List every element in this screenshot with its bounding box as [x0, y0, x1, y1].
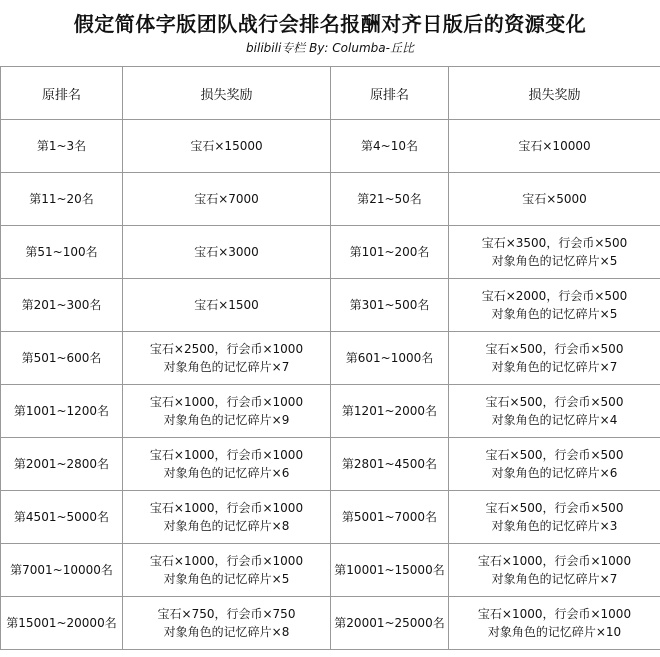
- loss-line: 对象角色的记忆碎片×8: [163, 519, 290, 533]
- loss-cell: [449, 120, 660, 173]
- loss-cell: [123, 385, 331, 438]
- loss-line: 宝石×10000: [518, 139, 591, 153]
- loss-cell: [449, 438, 660, 491]
- loss-line: 宝石×3500，行会币×500: [481, 236, 628, 250]
- loss-cell: [449, 385, 660, 438]
- loss-line: 宝石×15000: [190, 139, 263, 153]
- column-header-rank-a: 原排名: [1, 67, 123, 120]
- page-title: 假定简体字版团队战行会排名报酬对齐日版后的资源变化: [73, 12, 587, 36]
- table-row: [1, 597, 660, 650]
- rank-cell: 第20001~25000名: [331, 597, 449, 650]
- loss-line: 对象角色的记忆碎片×6: [163, 466, 290, 480]
- loss-line: 宝石×750，行会币×750: [157, 607, 296, 621]
- loss-cell: [449, 226, 660, 279]
- loss-line: 宝石×500，行会币×500: [485, 501, 624, 515]
- loss-cell: [123, 438, 331, 491]
- loss-line: 宝石×1000，行会币×1000: [149, 448, 304, 462]
- loss-line: 对象角色的记忆碎片×7: [491, 360, 618, 374]
- rank-cell: 第11~20名: [1, 173, 123, 226]
- loss-line: 宝石×1000，行会币×1000: [477, 607, 632, 621]
- page-subtitle: bilibili专栏 By: Columba-丘比: [246, 41, 414, 55]
- loss-cell: [449, 544, 660, 597]
- rank-cell: 第51~100名: [1, 226, 123, 279]
- reward-table: [0, 66, 660, 650]
- rank-cell: 第4~10名: [331, 120, 449, 173]
- loss-line: 宝石×500，行会币×500: [485, 342, 624, 356]
- table-header-row: [1, 67, 660, 120]
- loss-line: 对象角色的记忆碎片×9: [163, 413, 290, 427]
- rank-cell: 第201~300名: [1, 279, 123, 332]
- loss-cell: [449, 279, 660, 332]
- loss-cell: [123, 226, 331, 279]
- table-row: [1, 332, 660, 385]
- loss-cell: [123, 173, 331, 226]
- loss-line: 对象角色的记忆碎片×5: [491, 254, 618, 268]
- loss-line: 对象角色的记忆碎片×6: [491, 466, 618, 480]
- rank-cell: 第15001~20000名: [1, 597, 123, 650]
- table-row: [1, 544, 660, 597]
- rank-cell: 第4501~5000名: [1, 491, 123, 544]
- loss-cell: [123, 279, 331, 332]
- loss-line: 宝石×1000，行会币×1000: [149, 501, 304, 515]
- table-row: [1, 438, 660, 491]
- loss-line: 宝石×7000: [194, 192, 259, 206]
- loss-line: 宝石×500，行会币×500: [485, 395, 624, 409]
- loss-line: 宝石×1000，行会币×1000: [149, 554, 304, 568]
- loss-line: 对象角色的记忆碎片×10: [487, 625, 622, 639]
- loss-cell: [449, 491, 660, 544]
- loss-cell: [123, 544, 331, 597]
- table-row: [1, 173, 660, 226]
- rank-cell: 第1~3名: [1, 120, 123, 173]
- loss-cell: [449, 332, 660, 385]
- table-row: [1, 491, 660, 544]
- loss-line: 宝石×3000: [194, 245, 259, 259]
- table-body: [1, 120, 660, 650]
- table-row: [1, 120, 660, 173]
- rank-cell: 第2001~2800名: [1, 438, 123, 491]
- loss-line: 宝石×2000，行会币×500: [481, 289, 628, 303]
- loss-cell: [449, 173, 660, 226]
- column-header-loss-b: 损失奖励: [449, 67, 660, 120]
- loss-cell: [449, 597, 660, 650]
- column-header-rank-b: 原排名: [331, 67, 449, 120]
- loss-line: 对象角色的记忆碎片×7: [163, 360, 290, 374]
- rank-cell: 第101~200名: [331, 226, 449, 279]
- rank-cell: 第10001~15000名: [331, 544, 449, 597]
- rank-cell: 第21~50名: [331, 173, 449, 226]
- loss-line: 对象角色的记忆碎片×4: [491, 413, 618, 427]
- loss-line: 宝石×5000: [522, 192, 587, 206]
- loss-line: 宝石×1500: [194, 298, 259, 312]
- loss-line: 对象角色的记忆碎片×5: [163, 572, 290, 586]
- rank-cell: 第301~500名: [331, 279, 449, 332]
- column-header-loss-a: 损失奖励: [123, 67, 331, 120]
- loss-cell: [123, 597, 331, 650]
- rank-cell: 第601~1000名: [331, 332, 449, 385]
- loss-cell: [123, 491, 331, 544]
- loss-line: 对象角色的记忆碎片×3: [491, 519, 618, 533]
- loss-line: 宝石×1000，行会币×1000: [149, 395, 304, 409]
- rank-cell: 第7001~10000名: [1, 544, 123, 597]
- loss-line: 对象角色的记忆碎片×5: [491, 307, 618, 321]
- rank-cell: 第1001~1200名: [1, 385, 123, 438]
- table-row: [1, 279, 660, 332]
- rank-cell: 第1201~2000名: [331, 385, 449, 438]
- rank-cell: 第2801~4500名: [331, 438, 449, 491]
- loss-line: 宝石×2500，行会币×1000: [149, 342, 304, 356]
- loss-cell: [123, 332, 331, 385]
- page-header: [0, 0, 660, 66]
- loss-line: 对象角色的记忆碎片×7: [491, 572, 618, 586]
- loss-cell: [123, 120, 331, 173]
- table-row: [1, 226, 660, 279]
- rank-cell: 第501~600名: [1, 332, 123, 385]
- table-row: [1, 385, 660, 438]
- rank-cell: 第5001~7000名: [331, 491, 449, 544]
- loss-line: 宝石×1000，行会币×1000: [477, 554, 632, 568]
- loss-line: 对象角色的记忆碎片×8: [163, 625, 290, 639]
- loss-line: 宝石×500，行会币×500: [485, 448, 624, 462]
